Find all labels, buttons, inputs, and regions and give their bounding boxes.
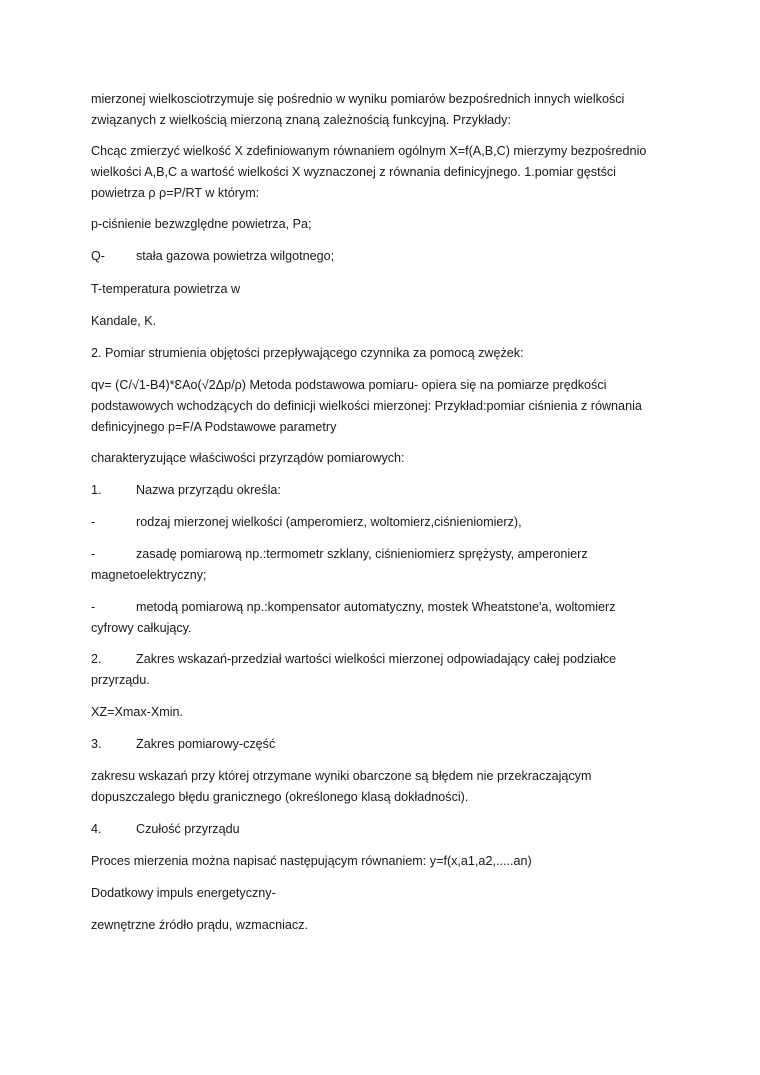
list-marker: 4. <box>91 822 102 836</box>
paragraph-21: zewnętrzne źródło prądu, wzmacniacz. <box>91 918 308 932</box>
paragraph-20: Dodatkowy impuls energetyczny- <box>91 886 276 900</box>
paragraph-8 <box>91 375 681 438</box>
list-item-4 <box>91 819 681 840</box>
line: zakresu wskazań przy której otrzymane wyniki obarczone są błędem nie przekraczającym <box>91 769 592 783</box>
line: definicyjnego p=F/A Podstawowe parametry <box>91 420 337 434</box>
list-marker: 3. <box>91 737 102 751</box>
paragraph-6: Kandale, K. <box>91 314 157 328</box>
list-marker: - <box>91 600 96 614</box>
list-marker: 2. <box>91 652 102 666</box>
paragraph-4 <box>91 246 681 267</box>
line: powietrza ρ ρ=P/RT w którym: <box>91 186 260 200</box>
list-text-continuation: cyfrowy całkujący. <box>91 621 192 635</box>
paragraph-3: p-ciśnienie bezwzględne powietrza, Pa; <box>91 217 312 231</box>
list-marker: 1. <box>91 483 102 497</box>
list-marker: - <box>91 547 96 561</box>
paragraph-5: T-temperatura powietrza w <box>91 282 241 296</box>
list-item-3 <box>91 734 681 755</box>
list-text: metodą pomiarową np.:kompensator automatyczny, mostek Wheatstone'a, woltomierz <box>136 600 616 614</box>
list-marker: Q- <box>91 249 105 263</box>
paragraph-19: Proces mierzenia można napisać następującym równaniem: y=f(x,a1,a2,.....an) <box>91 854 532 868</box>
list-text: Zakres wskazań-przedział wartości wielkości mierzonej odpowiadający całej podziałce <box>136 652 617 666</box>
list-text: rodzaj mierzonej wielkości (amperomierz, woltomierz,ciśnieniomierz), <box>136 515 522 529</box>
line: podstawowych wchodzących do definicji wielkości mierzonej: Przykład:pomiar ciśnienia z równania <box>91 399 642 413</box>
list-text-continuation: przyrządu. <box>91 673 150 687</box>
list-text: Zakres pomiarowy-część <box>136 737 276 751</box>
list-text: Czułość przyrządu <box>136 822 240 836</box>
paragraph-17 <box>91 766 681 808</box>
list-item-1 <box>91 480 681 501</box>
line: dopuszczalego błędu granicznego (określonego klasą dokładności). <box>91 790 469 804</box>
line: wielkości A,B,C a wartość wielkości X wyznaczonej z równania definicyjnego. 1.pomiar gęstści <box>91 165 616 179</box>
list-text: stała gazowa powietrza wilgotnego; <box>136 249 335 263</box>
paragraph-1 <box>91 89 681 131</box>
line: Chcąc zmierzyć wielkość X zdefiniowanym równaniem ogólnym X=f(A,B,C) mierzymy bezpośrednio <box>91 144 647 158</box>
list-item-dash-2 <box>91 544 681 586</box>
list-marker: - <box>91 515 96 529</box>
list-item-dash-3 <box>91 597 681 639</box>
list-text: zasadę pomiarową np.:termometr szklany, ciśnieniomierz sprężysty, amperonierz <box>136 547 588 561</box>
line: związanych z wielkością mierzoną znaną zależnością funkcyjną. Przykłady: <box>91 113 511 127</box>
formula-line: XZ=Xmax-Xmin. <box>91 705 184 719</box>
paragraph-7: 2. Pomiar strumienia objętości przepływającego czynnika za pomocą zwężek: <box>91 346 524 360</box>
line: mierzonej wielkosciotrzymuje się pośrednio w wyniku pomiarów bezpośrednich innych wielkości <box>91 92 625 106</box>
list-text-continuation: magnetoelektryczny; <box>91 568 207 582</box>
paragraph-9: charakteryzujące właściwości przyrządów pomiarowych: <box>91 451 405 465</box>
list-item-dash-1 <box>91 512 681 533</box>
line: qv= (C/√1-B4)*ƐAo(√2Δp/ρ) Metoda podstawowa pomiaru- opiera się na pomiarze prędkości <box>91 378 607 392</box>
paragraph-2 <box>91 141 681 204</box>
list-text: Nazwa przyrządu określa: <box>136 483 281 497</box>
list-item-2 <box>91 649 681 691</box>
